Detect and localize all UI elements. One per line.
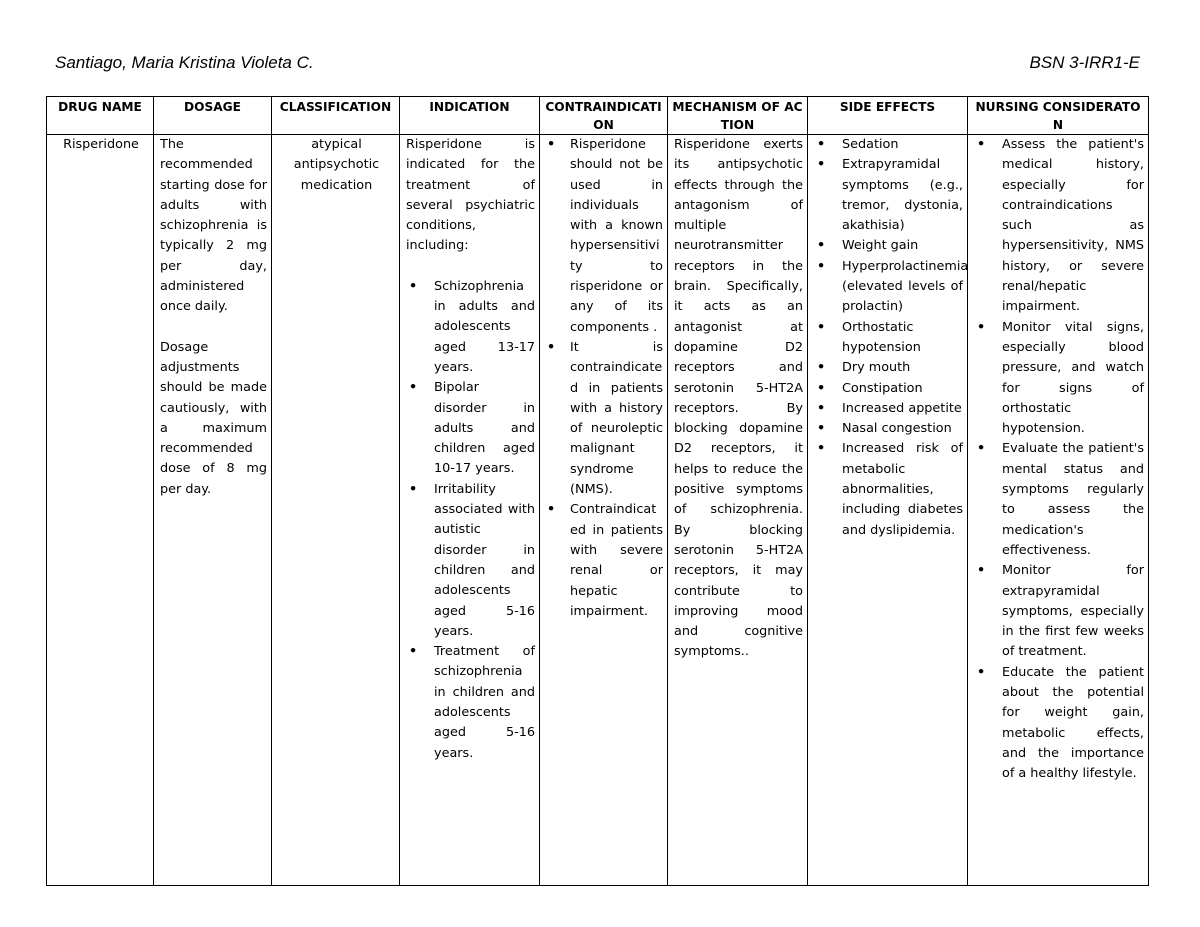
list-item: • Assess the patient's medical history, especially for contraindications such as hypersensitivity, NMS history, or severe renal/hepatic impairment. xyxy=(974,135,1144,318)
class-section: BSN 3-IRR1-E xyxy=(1029,53,1140,72)
list-item: • Dry mouth xyxy=(814,358,963,378)
side-effects-cell xyxy=(808,135,968,886)
dosage-cell xyxy=(154,135,272,886)
dosage-paragraph: Dosage adjustments should be made cautiously, with a maximum recommended dose of 8 mg per day. xyxy=(160,339,267,497)
indication-list xyxy=(406,277,535,764)
indication-cell xyxy=(400,135,540,886)
column-header-mechanism: MECHANISM OF ACTION xyxy=(668,97,808,135)
list-item: • Evaluate the patient's mental status and symptoms regularly to assess the medication's effectiveness. xyxy=(974,439,1144,561)
list-item: • Bipolar disorder in adults and children aged 10-17 years. xyxy=(406,378,535,479)
list-item: • Orthostatic hypotension xyxy=(814,318,963,359)
column-header-indication: INDICATION xyxy=(400,97,540,135)
list-item: • Extrapyramidal symptoms (e.g., tremor, dystonia, akathisia) xyxy=(814,155,963,236)
list-item: • Constipation xyxy=(814,379,963,399)
mechanism-cell xyxy=(668,135,808,886)
list-item: • Increased risk of metabolic abnormalities, including diabetes and dyslipidemia. xyxy=(814,439,963,540)
mechanism-text: Risperidone exerts its antipsychotic effects through the antagonism of multiple neurotransmitter receptors in the brain. Specifically, it acts as an antagonist at dopamine D2 receptors and serotonin 5-HT2A receptors. By blocking dopamine D2 receptors, it helps to reduce the positive symptoms of schizophrenia. By blocking serotonin 5-HT2A receptors, it may contribute to improving mood and cognitive symptoms.. xyxy=(674,137,803,660)
column-header-nursing: NURSING CONSIDERATON xyxy=(968,97,1149,135)
list-item: • Sedation xyxy=(814,135,963,155)
list-item: • Hyperprolactinemia (elevated levels of prolactin) xyxy=(814,257,963,318)
list-item: • Contraindicated in patients with severe renal or hepatic impairment. xyxy=(546,500,663,622)
list-item: • Treatment of schizophrenia in children and adolescents aged 5-16 years. xyxy=(406,642,535,764)
column-header-contraindication: CONTRAINDICATION xyxy=(540,97,668,135)
contraindication-list xyxy=(546,135,663,622)
list-item: • It is contraindicated in patients with a history of neuroleptic malignant syndrome (NMS). xyxy=(546,338,663,500)
table-row xyxy=(47,135,1149,886)
indication-intro: Risperidone is indicated for the treatment of several psychiatric conditions, including: xyxy=(406,137,535,254)
side-effects-list xyxy=(814,135,969,541)
column-header-classification: CLASSIFICATION xyxy=(272,97,400,135)
list-item: • Weight gain xyxy=(814,236,963,256)
column-header-dosage: DOSAGE xyxy=(154,97,272,135)
list-item: • Nasal congestion xyxy=(814,419,963,439)
list-item: • Increased appetite xyxy=(814,399,963,419)
student-name: Santiago, Maria Kristina Violeta C. xyxy=(55,53,314,72)
column-header-drug-name: DRUG NAME xyxy=(47,97,154,135)
column-header-side-effects: SIDE EFFECTS xyxy=(808,97,968,135)
list-item: • Educate the patient about the potential for weight gain, metabolic effects, and the importance of a healthy lifestyle. xyxy=(974,663,1144,785)
nursing-cell xyxy=(968,135,1149,886)
list-item: • Monitor for extrapyramidal symptoms, especially in the first few weeks of treatment. xyxy=(974,561,1144,662)
contraindication-cell xyxy=(540,135,668,886)
list-item: • Schizophrenia in adults and adolescents aged 13-17 years. xyxy=(406,277,535,378)
list-item: • Risperidone should not be used in individuals with a known hypersensitivity to risperidone or any of its components . xyxy=(546,135,663,338)
nursing-list xyxy=(974,135,1144,785)
drug-study-table xyxy=(46,96,1149,886)
dosage-paragraph: The recommended starting dose for adults with schizophrenia is typically 2 mg per day, administered once daily. xyxy=(160,137,267,315)
document-header xyxy=(55,53,1140,77)
list-item: • Irritability associated with autistic disorder in children and adolescents aged 5-16 years. xyxy=(406,480,535,642)
table-header-row xyxy=(47,97,1149,135)
drug-name-cell: Risperidone xyxy=(47,135,154,886)
classification-cell: atypical antipsychotic medication xyxy=(272,135,400,886)
list-item: • Monitor vital signs, especially blood pressure, and watch for signs of orthostatic hypotension. xyxy=(974,318,1144,440)
